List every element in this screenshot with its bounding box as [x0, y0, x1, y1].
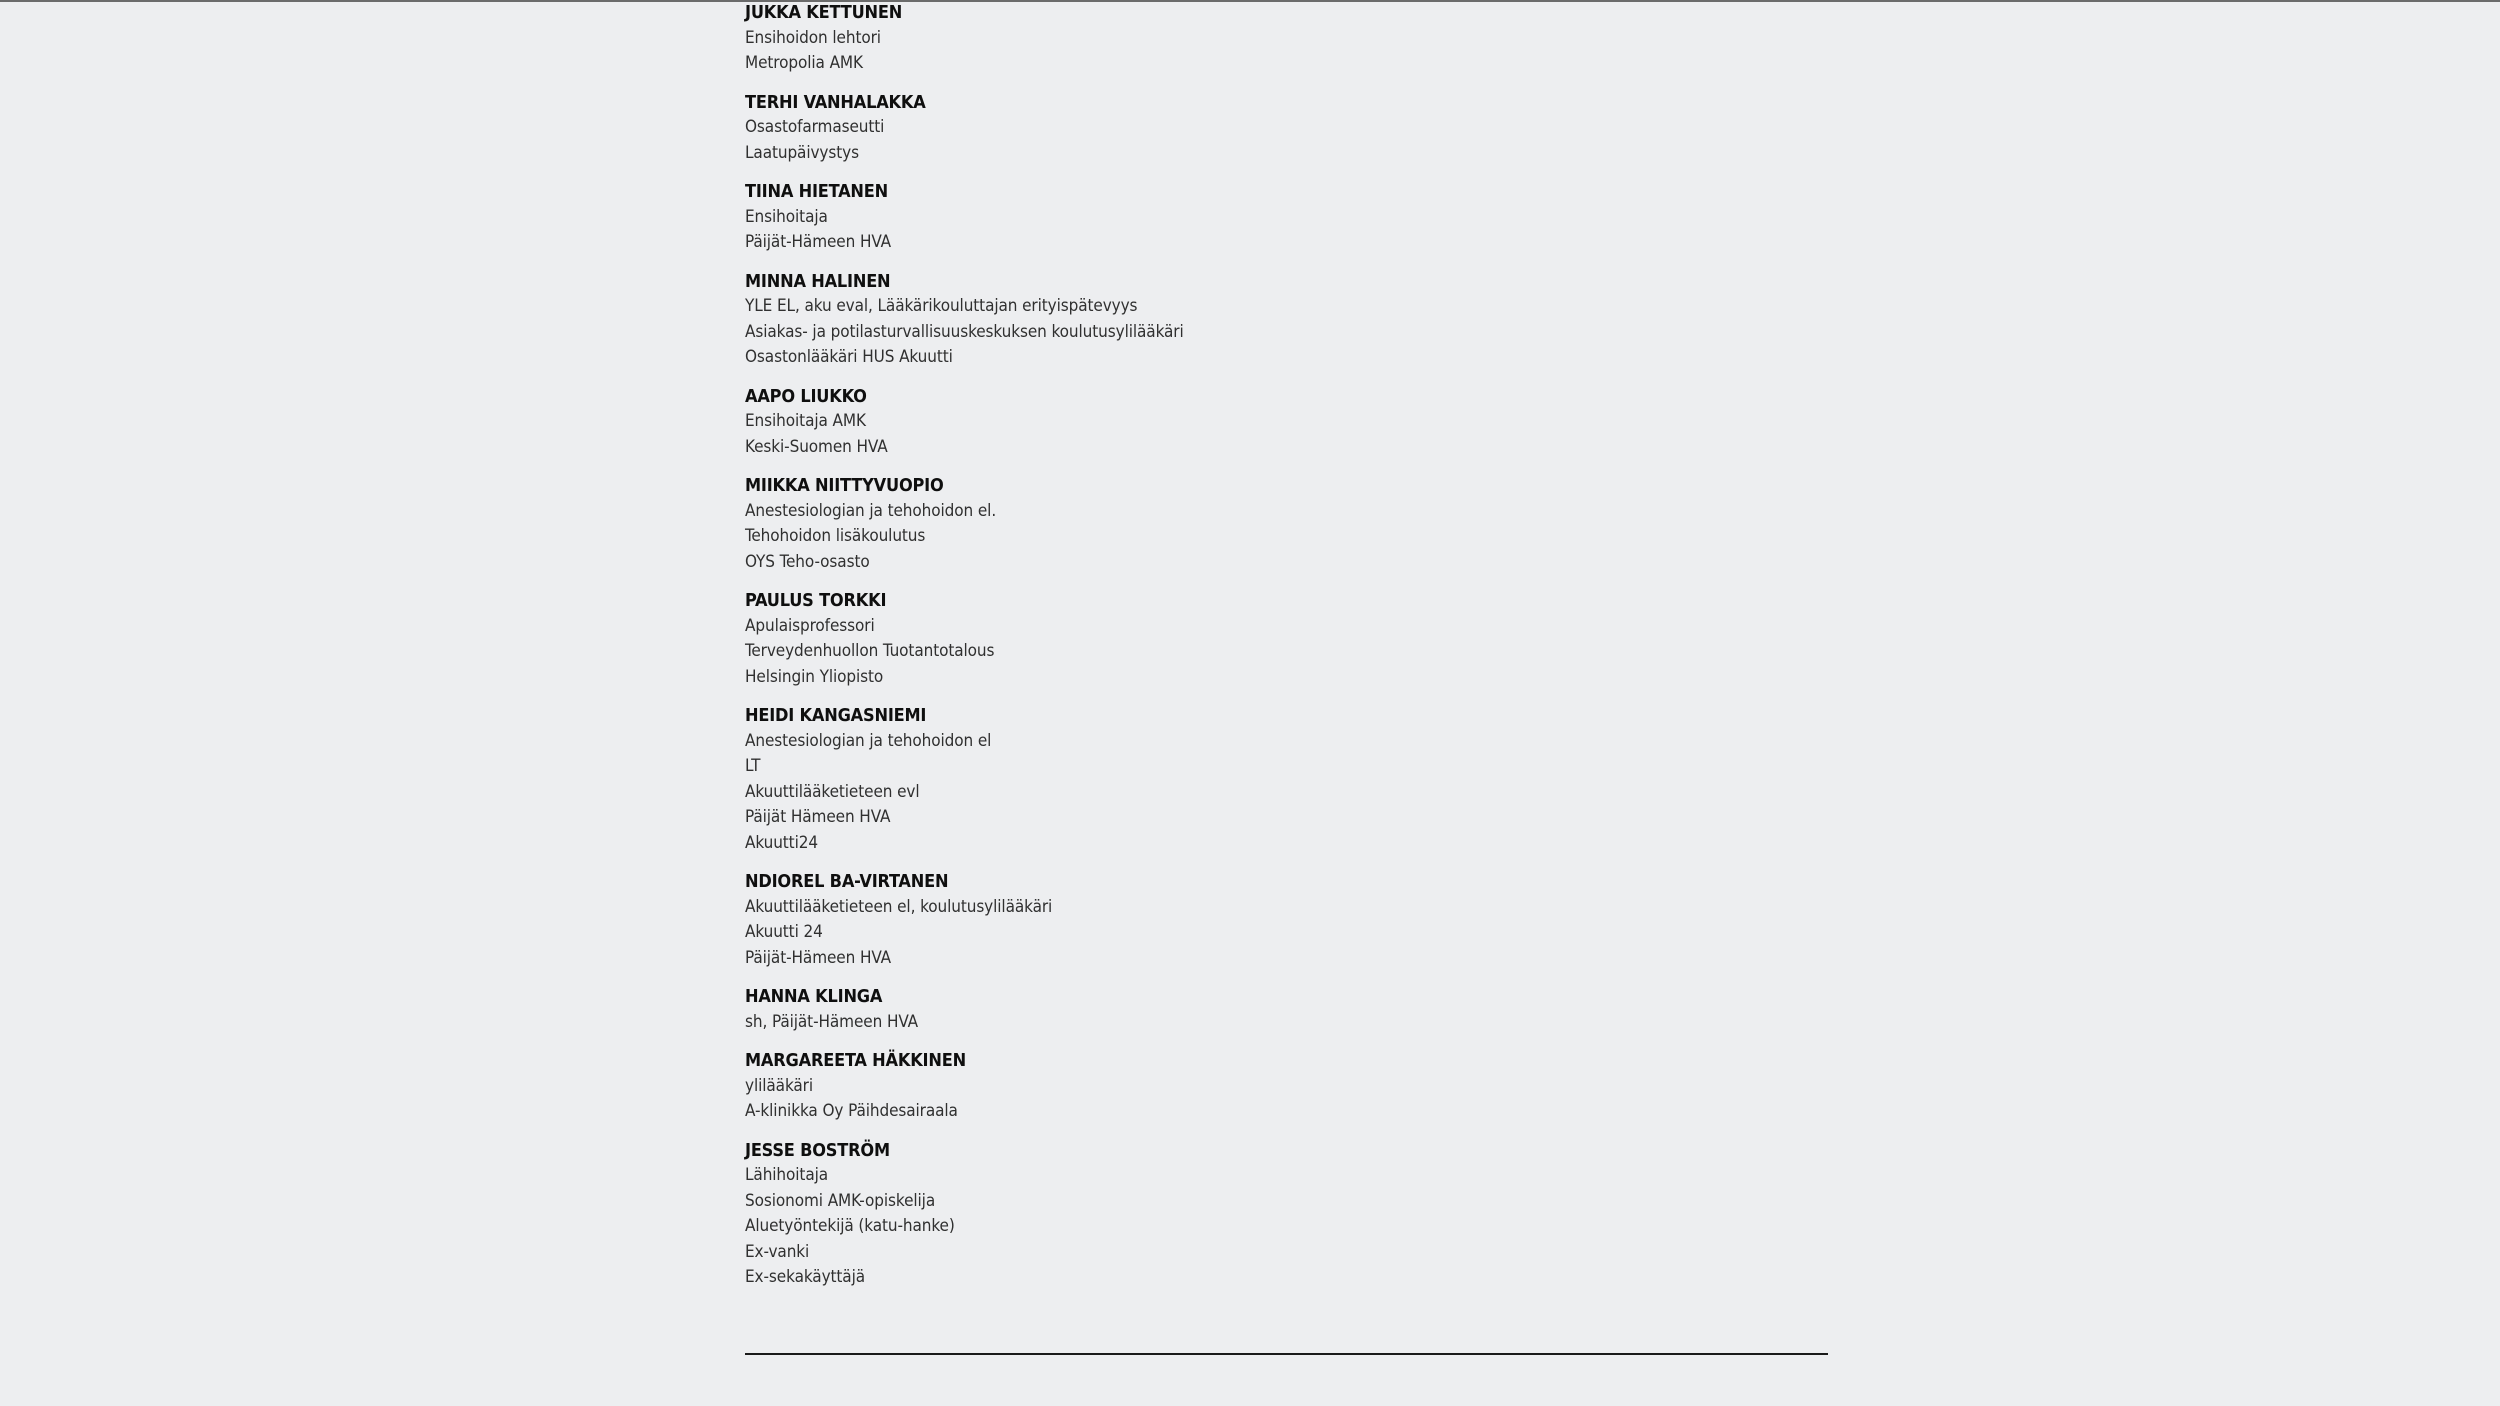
speaker-detail-line: Keski-Suomen HVA	[745, 436, 888, 457]
speaker-detail-line: Helsingin Yliopisto	[745, 666, 884, 687]
speaker-entry	[745, 588, 1830, 690]
speaker-name: TERHI VANHALAKKA	[745, 91, 926, 113]
speaker-entry	[745, 703, 1830, 856]
speaker-detail-line: YLE EL, aku eval, Lääkärikouluttajan erityispätevyys	[745, 296, 1138, 316]
speaker-list	[745, 0, 1830, 1304]
speaker-name: HEIDI KANGASNIEMI	[745, 705, 927, 726]
speaker-detail-line: Apulaisprofessori	[745, 615, 875, 636]
speaker-detail-line: Terveydenhuollon Tuotantotalous	[745, 641, 995, 661]
speaker-detail-line: Ex-vanki	[745, 1241, 810, 1262]
speaker-detail-line: Päijät-Hämeen HVA	[745, 232, 892, 252]
speaker-name: HANNA KLINGA	[745, 986, 883, 1007]
speaker-detail-line: Akuutti 24	[745, 922, 823, 942]
speaker-entry	[745, 1138, 1830, 1291]
speaker-name: AAPO LIUKKO	[745, 385, 867, 407]
speaker-detail-line: Akuuttilääketieteen evl	[745, 781, 920, 802]
speaker-detail-line: Akuutti24	[745, 832, 818, 853]
speaker-entry	[745, 269, 1830, 371]
speaker-detail-line: Ensihoitaja AMK	[745, 411, 866, 431]
speaker-entry	[745, 384, 1830, 461]
speaker-entry	[745, 869, 1830, 971]
speaker-detail-line: LT	[745, 756, 761, 776]
section-divider	[745, 1353, 1828, 1355]
speaker-name: MINNA HALINEN	[745, 270, 891, 292]
speaker-entry	[745, 0, 1830, 77]
speaker-entry	[745, 179, 1830, 256]
speaker-detail-line: Ensihoidon lehtori	[745, 27, 881, 48]
speaker-detail-line: Lähihoitaja	[745, 1165, 829, 1185]
speaker-detail-line: ylilääkäri	[745, 1075, 814, 1096]
speaker-detail-line: Laatupäivystys	[745, 142, 859, 163]
speaker-detail-line: Sosionomi AMK-opiskelija	[745, 1190, 936, 1211]
speaker-entry	[745, 90, 1830, 167]
speaker-detail-line: Anestesiologian ja tehohoidon el	[745, 730, 992, 751]
speaker-detail-line: Päijät Hämeen HVA	[745, 807, 891, 827]
speaker-name: MARGAREETA HÄKKINEN	[745, 1050, 966, 1071]
speaker-detail-line: OYS Teho-osasto	[745, 551, 870, 572]
speaker-detail-line: A-klinikka Oy Päihdesairaala	[745, 1101, 958, 1121]
speaker-detail-line: Päijät-Hämeen HVA	[745, 947, 892, 968]
speaker-detail-line: Akuuttilääketieteen el, koulutusylilääkäri	[745, 896, 1053, 917]
speaker-detail-line: Asiakas- ja potilasturvallisuuskeskuksen koulutusylilääkäri	[745, 321, 1184, 342]
speaker-detail-line: Osastofarmaseutti	[745, 117, 885, 137]
speaker-name: TIINA HIETANEN	[745, 181, 889, 202]
speaker-detail-line: sh, Päijät-Hämeen HVA	[745, 1011, 918, 1032]
speaker-detail-line: Aluetyöntekijä (katu-hanke)	[745, 1216, 955, 1236]
speaker-detail-line: Tehohoidon lisäkoulutus	[745, 526, 926, 546]
speaker-detail-line: Osastonlääkäri HUS Akuutti	[745, 347, 953, 367]
speaker-entry	[745, 473, 1830, 575]
speaker-detail-line: Ensihoitaja	[745, 206, 828, 227]
speaker-name: MIIKKA NIITTYVUOPIO	[745, 475, 944, 496]
speaker-name: JUKKA KETTUNEN	[745, 2, 903, 23]
speaker-detail-line: Metropolia AMK	[745, 53, 863, 73]
speaker-name: JESSE BOSTRÖM	[745, 1139, 890, 1161]
speaker-detail-line: Anestesiologian ja tehohoidon el.	[745, 500, 997, 521]
speaker-entry	[745, 1048, 1830, 1125]
speaker-name: NDIOREL BA-VIRTANEN	[745, 871, 949, 892]
speaker-detail-line: Ex-sekakäyttäjä	[745, 1267, 865, 1287]
speaker-name: PAULUS TORKKI	[745, 590, 887, 611]
speaker-entry	[745, 984, 1830, 1035]
